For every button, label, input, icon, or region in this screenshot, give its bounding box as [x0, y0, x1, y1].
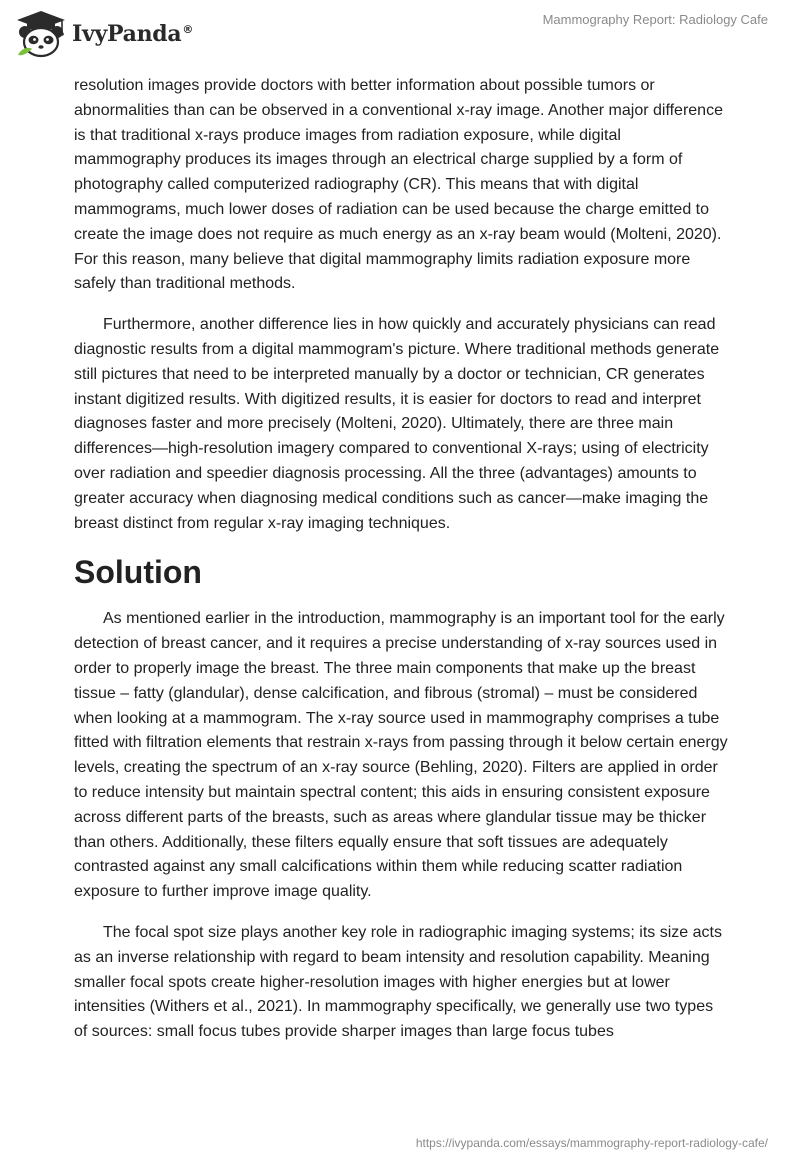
- paragraph-2: Furthermore, another difference lies in how quickly and accurately physicians can read diagnostic results from a digital mammogram's picture. Where traditional methods generate still pictures that need to be interpreted manually by a doctor or technician, CR generates instant digitized results. With digitized results, it is easier for doctors to read and interpret diagnoses faster and more precisely (Molteni, 2020). Ultimately, there are three main differences—high-resolution imagery compared to conventional X-rays; using of electricity over radiation and speedier diagnosis processing. All the three (advantages) amounts to greater accuracy when diagnosing medical conditions such as cancer—make imaging the breast distinct from regular x-ray imaging techniques.: [74, 316, 720, 532]
- document-title: Mammography Report: Radiology Cafe: [542, 12, 768, 27]
- paragraph-3: As mentioned earlier in the introduction, mammography is an important tool for the early detection of breast cancer, and it requires a precise understanding of x-ray sources used in order to properly image the breast. The three main components that make up the breast tissue – fatty (glandular), dense calcification, and fibrous (stromal) – must be considered when looking at a mammogram. The x-ray source used in mammography comprises a tube fitted with filtration elements that restrain x-rays from passing through it below certain energy levels, creating the spectrum of an x-ray source (Behling, 2020). Filters are applied in order to reduce intensity but maintain spectral content; this aids in ensuring consistent exposure across different parts of the breasts, such as areas where glandular tissue may be thicker than others. Additionally, these filters equally ensure that soft tissues are adequately contrasted against any small calcifications within them while reducing scatter radiation exposure to further improve image quality.: [74, 610, 728, 901]
- trademark-symbol: ®: [182, 22, 194, 36]
- page-header: [0, 0, 800, 66]
- panda-graduation-cap-icon: [14, 9, 68, 59]
- brand-name: [72, 21, 193, 47]
- ivypanda-logo[interactable]: [14, 9, 193, 59]
- paragraph-1: resolution images provide doctors with better information about possible tumors or abnormalities than can be observed in a conventional x-ray image. Another major difference is that traditional x-rays produce images from radiation exposure, while digital mammography produces its images through an electrical charge supplied by a form of photography called computerized radiography (CR). This means that with digital mammograms, much lower doses of radiation can be used because the charge emitted to create the image does not require as much energy as an x-ray beam would (Molteni, 2020). For this reason, many believe that digital mammography limits radiation exposure more safely than traditional methods.: [74, 77, 723, 293]
- footer-source-url[interactable]: https://ivypanda.com/essays/mammography-report-radiology-cafe/: [415, 1136, 768, 1150]
- brand-label: IvyPanda: [72, 21, 182, 47]
- section-heading-solution: Solution: [74, 554, 202, 591]
- paragraph-4: The focal spot size plays another key role in radiographic imaging systems; its size acts as an inverse relationship with regard to beam intensity and resolution capability. Meaning smaller focal spots create higher-resolution images with higher energies but at lower intensities (Withers et al., 2021). In mammography specifically, we generally use two types of sources: small focus tubes provide sharper images than large focus tubes: [74, 923, 722, 1041]
- essay-content: [74, 74, 730, 1045]
